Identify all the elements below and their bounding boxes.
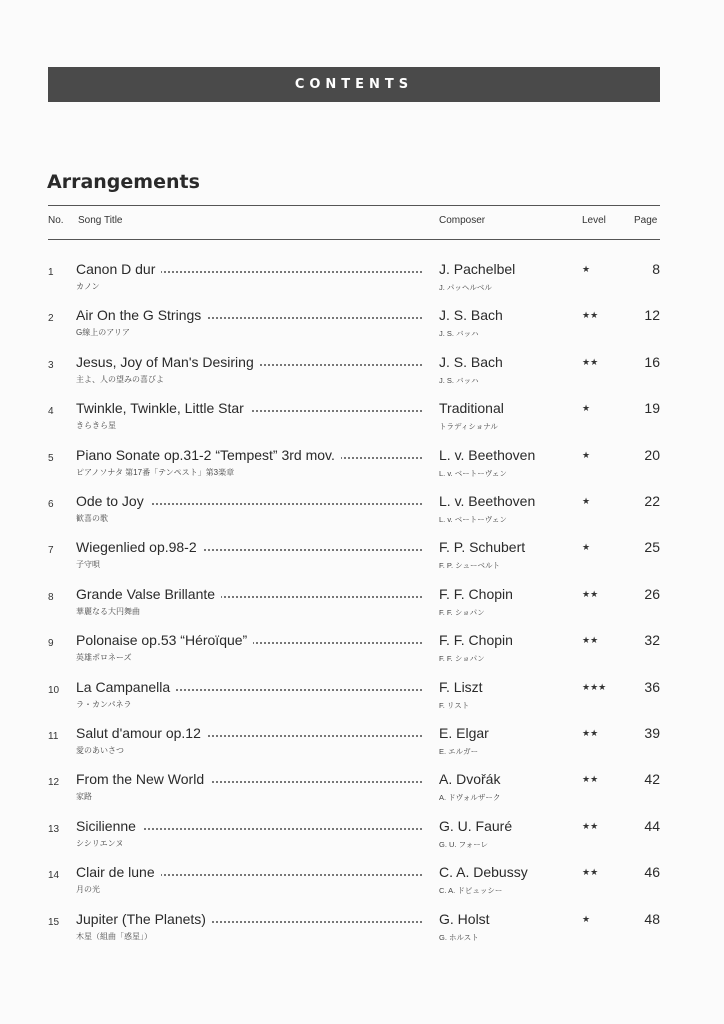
song-number: 11 <box>48 731 59 742</box>
song-title: Canon D dur <box>76 261 161 277</box>
song-row <box>0 674 724 720</box>
level-stars: ★ <box>582 542 591 553</box>
song-title-line <box>76 725 422 741</box>
page-number: 8 <box>652 261 660 277</box>
song-number: 7 <box>48 545 54 557</box>
page-number: 12 <box>644 307 660 324</box>
song-title-line <box>76 679 422 695</box>
song-number: 4 <box>48 406 54 418</box>
composer-name-japanese: F. F. ショパン <box>439 654 485 664</box>
page-number: 32 <box>644 632 660 649</box>
song-number: 1 <box>48 267 54 278</box>
level-stars: ★★ <box>582 588 599 599</box>
song-number: 12 <box>48 777 60 789</box>
song-row <box>0 906 724 952</box>
song-title: Jesus, Joy of Man's Desiring <box>76 354 260 370</box>
level-stars: ★ <box>582 913 591 924</box>
song-number: 8 <box>48 591 54 603</box>
section-title: Arrangements <box>47 171 200 193</box>
song-number: 14 <box>48 870 60 882</box>
composer-name-japanese: F. リスト <box>439 700 470 710</box>
song-row <box>0 766 724 812</box>
song-title-japanese: 歓喜の歌 <box>76 514 108 523</box>
song-title-japanese: ラ・カンパネラ <box>76 699 132 709</box>
column-header-level: Level <box>582 215 606 226</box>
song-title-line <box>76 771 422 787</box>
page-number: 16 <box>644 353 660 370</box>
composer-name: F. F. Chopin <box>439 632 513 649</box>
composer-name-japanese: E. エルガー <box>439 747 479 756</box>
song-title: Air On the G Strings <box>76 307 207 323</box>
contents-banner <box>48 67 660 102</box>
song-row <box>0 581 724 627</box>
song-title-japanese: 家路 <box>76 792 92 802</box>
song-title: La Campanella <box>76 679 176 695</box>
composer-name-japanese: F. P. シューベルト <box>439 561 500 571</box>
composer-name-japanese: トラディショナル <box>439 422 498 432</box>
song-row <box>0 813 724 859</box>
song-row <box>0 488 724 534</box>
song-row <box>0 627 724 673</box>
page-number: 36 <box>644 678 660 695</box>
song-number: 3 <box>48 359 54 371</box>
song-title-japanese: 華麗なる大円舞曲 <box>76 606 140 616</box>
song-title-line <box>76 261 422 277</box>
page-number: 44 <box>644 817 660 834</box>
song-title-japanese: カノン <box>76 282 100 291</box>
composer-name: L. v. Beethoven <box>439 446 536 463</box>
page-number: 48 <box>644 910 660 927</box>
column-header-no: No. <box>48 215 64 226</box>
song-title: From the New World <box>76 771 210 787</box>
song-row <box>0 349 724 395</box>
level-stars: ★ <box>582 496 591 506</box>
page-number: 39 <box>644 725 660 741</box>
song-title-line <box>76 586 422 602</box>
composer-name: A. Dvořák <box>439 771 501 788</box>
composer-name: F. F. Chopin <box>439 585 513 602</box>
level-stars: ★★ <box>582 635 599 646</box>
song-row <box>0 442 724 488</box>
song-row <box>0 534 724 580</box>
banner-title: CONTENTS <box>294 77 414 92</box>
composer-name: F. P. Schubert <box>439 539 526 556</box>
song-title-japanese: 愛のあいさつ <box>76 746 124 755</box>
composer-name: Traditional <box>439 400 504 417</box>
composer-name-japanese: C. A. ドビュッシー <box>439 886 503 896</box>
song-number: 2 <box>48 313 54 325</box>
song-title: Twinkle, Twinkle, Little Star <box>76 400 250 416</box>
composer-name-japanese: L. v. ベートーヴェン <box>439 515 507 524</box>
song-title: Clair de lune <box>76 864 161 880</box>
song-number: 5 <box>48 452 54 464</box>
song-title: Wiegenlied op.98-2 <box>76 539 203 555</box>
composer-name-japanese: G. ホルスト <box>439 932 479 942</box>
song-title-line <box>76 539 422 555</box>
song-title-line <box>76 400 422 416</box>
song-title-japanese: G線上のアリア <box>76 328 130 338</box>
song-title-line <box>76 493 422 509</box>
header-top-rule <box>48 205 660 206</box>
level-stars: ★★ <box>582 310 599 321</box>
song-title-line <box>76 911 422 927</box>
song-title-line <box>76 818 422 834</box>
page-number: 46 <box>644 864 660 881</box>
page-number: 19 <box>644 400 660 417</box>
page-number: 42 <box>644 771 660 788</box>
song-title: Grande Valse Brillante <box>76 586 221 602</box>
song-row <box>0 395 724 441</box>
composer-name-japanese: J. S. バッハ <box>439 329 479 339</box>
song-number: 9 <box>48 638 54 650</box>
song-title: Jupiter (The Planets) <box>76 911 212 927</box>
composer-name: J. S. Bach <box>439 307 503 324</box>
composer-name-japanese: L. v. ベートーヴェン <box>439 468 507 478</box>
song-title-japanese: 主よ、人の望みの喜びよ <box>76 374 164 384</box>
level-stars: ★ <box>582 403 591 414</box>
song-title: Salut d'amour op.12 <box>76 725 207 741</box>
column-header-song-title: Song Title <box>78 215 123 226</box>
song-title-line <box>76 354 422 370</box>
song-title: Sicilienne <box>76 818 142 834</box>
level-stars: ★★★ <box>582 681 607 692</box>
composer-name-japanese: A. ドヴォルザーク <box>439 793 501 803</box>
level-stars: ★★ <box>582 867 599 878</box>
composer-name-japanese: J. S. バッハ <box>439 375 479 385</box>
composer-name: J. S. Bach <box>439 353 503 370</box>
song-title-japanese: 子守唄 <box>76 560 100 570</box>
song-title-japanese: 木星（組曲「惑星」） <box>76 931 152 941</box>
composer-name: G. U. Fauré <box>439 817 513 834</box>
composer-name: L. v. Beethoven <box>439 493 536 509</box>
song-title-line <box>76 307 422 323</box>
level-stars: ★★ <box>582 356 599 367</box>
song-title: Polonaise op.53 “Héroïque” <box>76 632 253 648</box>
song-title: Ode to Joy <box>76 493 150 509</box>
song-number: 6 <box>48 499 54 510</box>
song-row <box>0 256 724 302</box>
level-stars: ★★ <box>582 728 599 738</box>
composer-name: F. Liszt <box>439 678 483 695</box>
song-title-line <box>76 864 422 880</box>
composer-name: J. Pachelbel <box>439 261 516 277</box>
song-number: 15 <box>48 916 60 928</box>
composer-name-japanese: G. U. フォーレ <box>439 839 489 849</box>
page-number: 26 <box>644 585 660 602</box>
song-row <box>0 859 724 905</box>
composer-name-japanese: F. F. ショパン <box>439 607 485 617</box>
song-title-japanese: 英雄ポロネーズ <box>76 653 132 663</box>
level-stars: ★ <box>582 449 591 460</box>
page-number: 20 <box>644 446 660 463</box>
composer-name: E. Elgar <box>439 725 489 741</box>
level-stars: ★★ <box>582 774 599 785</box>
song-number: 10 <box>48 684 60 696</box>
song-title-japanese: きらきら星 <box>76 421 116 431</box>
song-row <box>0 720 724 766</box>
song-title-line <box>76 632 422 648</box>
header-bottom-rule <box>48 239 660 240</box>
level-stars: ★ <box>582 264 591 274</box>
page-number: 25 <box>644 539 660 556</box>
song-title-japanese: シシリエンヌ <box>76 838 124 848</box>
song-number: 13 <box>48 823 60 835</box>
song-title-japanese: ピアノソナタ 第17番「テンペスト」第3楽章 <box>76 467 235 477</box>
composer-name: C. A. Debussy <box>439 864 528 881</box>
song-title: Piano Sonate op.31-2 “Tempest” 3rd mov. <box>76 447 341 463</box>
column-header-page: Page <box>634 215 658 226</box>
composer-name-japanese: J. パッヘルベル <box>439 283 492 292</box>
page-number: 22 <box>644 493 660 509</box>
song-row <box>0 302 724 348</box>
song-title-japanese: 月の光 <box>76 885 100 895</box>
column-header-composer: Composer <box>439 215 486 226</box>
level-stars: ★★ <box>582 820 599 831</box>
song-title-line <box>76 447 422 463</box>
composer-name: G. Holst <box>439 910 490 927</box>
